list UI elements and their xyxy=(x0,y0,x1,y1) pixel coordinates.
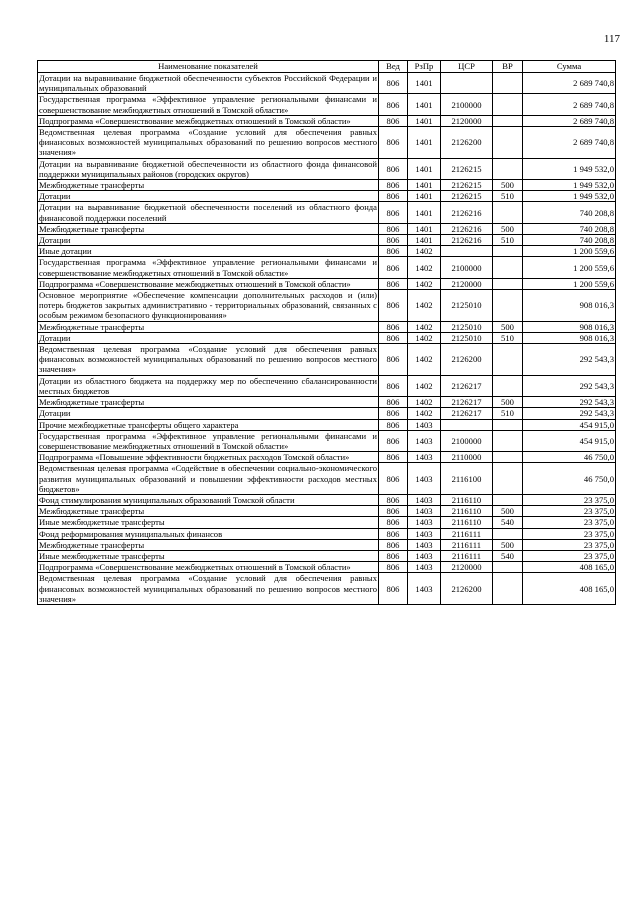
row-rzpr: 1402 xyxy=(408,278,441,289)
table-row xyxy=(38,115,616,126)
row-vr xyxy=(493,257,523,278)
row-rzpr: 1403 xyxy=(408,430,441,451)
row-csr: 2116111 xyxy=(441,528,493,539)
row-csr: 2126200 xyxy=(441,344,493,376)
row-csr xyxy=(441,73,493,94)
row-rzpr: 1403 xyxy=(408,494,441,505)
row-csr: 2120000 xyxy=(441,115,493,126)
row-name: Государственная программа «Эффективное управление региональными финансами и совершенствование межбюджетных отношений в Томской области» xyxy=(39,94,377,115)
row-csr: 2116110 xyxy=(441,517,493,528)
row-name: Дотации из областного бюджета на поддержку мер по обеспечению сбалансированности местных бюджетов xyxy=(39,375,377,396)
row-sum: 740 208,8 xyxy=(523,223,616,234)
row-csr: 2126216 xyxy=(441,223,493,234)
row-name: Дотации на выравнивание бюджетной обеспеченности субъектов Российской Федерации и муниципальных образований xyxy=(39,73,377,94)
row-name: Основное мероприятие «Обеспечение компенсации дополнительных расходов и (или) потерь бюджетов закрытых административно - территориальных образований, связанных с особым режимом безопасного функционирования» xyxy=(39,290,377,321)
row-csr: 2126217 xyxy=(441,375,493,396)
table-row xyxy=(38,375,616,396)
row-ved: 806 xyxy=(379,344,408,376)
row-sum: 1 949 532,0 xyxy=(523,191,616,202)
row-name: Дотации xyxy=(38,332,379,343)
row-vr: 500 xyxy=(493,180,523,191)
row-vr xyxy=(493,158,523,179)
row-rzpr: 1403 xyxy=(408,539,441,550)
row-ved: 806 xyxy=(379,517,408,528)
row-rzpr: 1402 xyxy=(408,408,441,419)
row-ved: 806 xyxy=(379,73,408,94)
row-sum: 292 543,3 xyxy=(523,344,616,376)
row-csr: 2100000 xyxy=(441,94,493,115)
row-name: Прочие межбюджетные трансферты общего характера xyxy=(38,419,379,430)
row-sum: 454 915,0 xyxy=(523,430,616,451)
table-row xyxy=(38,278,616,289)
table-row xyxy=(38,573,616,605)
row-name: Межбюджетные трансферты xyxy=(38,223,379,234)
row-rzpr: 1401 xyxy=(408,127,441,159)
row-csr: 2110000 xyxy=(441,452,493,463)
row-ved: 806 xyxy=(379,494,408,505)
table-row xyxy=(38,517,616,528)
row-name: Подпрограмма «Совершенствование межбюджетных отношений в Томской области» xyxy=(38,278,379,289)
row-name: Иные межбюджетные трансферты xyxy=(38,517,379,528)
row-sum: 292 543,3 xyxy=(523,397,616,408)
row-csr: 2126217 xyxy=(441,408,493,419)
row-ved: 806 xyxy=(379,278,408,289)
row-csr: 2125010 xyxy=(441,290,493,322)
row-csr: 2116110 xyxy=(441,494,493,505)
row-vr: 500 xyxy=(493,397,523,408)
row-rzpr: 1403 xyxy=(408,506,441,517)
row-rzpr: 1401 xyxy=(408,202,441,223)
row-vr: 500 xyxy=(493,506,523,517)
row-rzpr: 1402 xyxy=(408,290,441,322)
row-ved: 806 xyxy=(379,375,408,396)
table-row xyxy=(38,344,616,376)
row-csr: 2126216 xyxy=(441,235,493,246)
row-csr: 2126215 xyxy=(441,158,493,179)
row-csr: 2126217 xyxy=(441,397,493,408)
table-row xyxy=(38,158,616,179)
row-vr: 540 xyxy=(493,550,523,561)
header-csr: ЦСР xyxy=(441,61,493,73)
row-rzpr: 1402 xyxy=(408,397,441,408)
row-vr: 510 xyxy=(493,191,523,202)
table-row xyxy=(38,506,616,517)
row-name: Дотации xyxy=(38,235,379,246)
row-rzpr: 1403 xyxy=(408,573,441,605)
row-csr: 2120000 xyxy=(441,278,493,289)
row-name: Межбюджетные трансферты xyxy=(38,397,379,408)
row-name: Межбюджетные трансферты xyxy=(38,321,379,332)
row-csr: 2125010 xyxy=(441,321,493,332)
row-rzpr: 1401 xyxy=(408,235,441,246)
row-vr xyxy=(493,344,523,376)
row-vr xyxy=(493,463,523,495)
table-row xyxy=(38,321,616,332)
row-vr xyxy=(493,290,523,322)
page-number: 117 xyxy=(603,33,620,45)
row-rzpr: 1401 xyxy=(408,223,441,234)
table-row xyxy=(38,397,616,408)
row-name: Дотации на выравнивание бюджетной обеспеченности поселений из областного фонда финансовой поддержки поселений xyxy=(39,202,377,223)
row-ved: 806 xyxy=(379,419,408,430)
row-sum: 23 375,0 xyxy=(523,494,616,505)
table-row xyxy=(38,408,616,419)
row-csr: 2116100 xyxy=(441,463,493,495)
table-row xyxy=(38,494,616,505)
row-rzpr: 1403 xyxy=(408,517,441,528)
row-name: Иные межбюджетные трансферты xyxy=(38,550,379,561)
row-sum: 23 375,0 xyxy=(523,528,616,539)
row-ved: 806 xyxy=(379,257,408,278)
table-row xyxy=(38,235,616,246)
row-csr: 2125010 xyxy=(441,332,493,343)
row-rzpr: 1402 xyxy=(408,257,441,278)
row-ved: 806 xyxy=(379,463,408,495)
row-name: Иные дотации xyxy=(38,246,379,257)
row-vr xyxy=(493,94,523,115)
row-csr: 2100000 xyxy=(441,257,493,278)
row-ved: 806 xyxy=(379,430,408,451)
table-row xyxy=(38,127,616,159)
row-rzpr: 1401 xyxy=(408,191,441,202)
row-vr xyxy=(493,419,523,430)
row-sum: 2 689 740,8 xyxy=(523,127,616,159)
row-ved: 806 xyxy=(379,562,408,573)
row-rzpr: 1402 xyxy=(408,375,441,396)
row-sum: 292 543,3 xyxy=(523,375,616,396)
row-csr: 2116110 xyxy=(441,506,493,517)
row-ved: 806 xyxy=(379,506,408,517)
table-row xyxy=(38,539,616,550)
row-rzpr: 1401 xyxy=(408,180,441,191)
row-vr xyxy=(493,430,523,451)
row-ved: 806 xyxy=(379,223,408,234)
row-ved: 806 xyxy=(379,550,408,561)
row-ved: 806 xyxy=(379,115,408,126)
row-ved: 806 xyxy=(379,321,408,332)
row-name: Ведомственная целевая программа «Создание условий для обеспечения равных финансовых возможностей муниципальных образований по решению вопросов местного значения» xyxy=(39,344,377,375)
row-name: Государственная программа «Эффективное управление региональными финансами и совершенствование межбюджетных отношений в Томской области» xyxy=(39,430,377,451)
table-row xyxy=(38,419,616,430)
row-name: Ведомственная целевая программа «Создание условий для обеспечения равных финансовых возможностей муниципальных образований по решению вопросов местного значения» xyxy=(39,573,377,604)
row-name: Подпрограмма «Повышение эффективности бюджетных расходов Томской области» xyxy=(38,452,379,463)
row-csr xyxy=(441,246,493,257)
row-ved: 806 xyxy=(379,573,408,605)
row-ved: 806 xyxy=(379,158,408,179)
row-sum: 408 165,0 xyxy=(523,562,616,573)
table-row xyxy=(38,73,616,94)
row-rzpr: 1401 xyxy=(408,158,441,179)
row-rzpr: 1403 xyxy=(408,463,441,495)
header-sum: Сумма xyxy=(523,61,616,73)
row-sum: 454 915,0 xyxy=(523,419,616,430)
row-name: Фонд реформирования муниципальных финансов xyxy=(38,528,379,539)
row-sum: 46 750,0 xyxy=(523,463,616,495)
row-rzpr: 1403 xyxy=(408,419,441,430)
row-ved: 806 xyxy=(379,191,408,202)
row-sum: 23 375,0 xyxy=(523,506,616,517)
row-ved: 806 xyxy=(379,202,408,223)
row-csr: 2100000 xyxy=(441,430,493,451)
row-vr xyxy=(493,202,523,223)
row-vr xyxy=(493,375,523,396)
row-sum: 1 200 559,6 xyxy=(523,246,616,257)
row-vr: 500 xyxy=(493,321,523,332)
row-rzpr: 1402 xyxy=(408,332,441,343)
table-row xyxy=(38,430,616,451)
row-sum: 408 165,0 xyxy=(523,573,616,605)
row-vr xyxy=(493,452,523,463)
row-name: Ведомственная целевая программа «Создание условий для обеспечения равных финансовых возможностей муниципальных образований по решению вопросов местного значения» xyxy=(39,127,377,158)
row-sum: 740 208,8 xyxy=(523,235,616,246)
row-ved: 806 xyxy=(379,539,408,550)
header-rzpr: РзПр xyxy=(408,61,441,73)
row-sum: 2 689 740,8 xyxy=(523,94,616,115)
row-sum: 2 689 740,8 xyxy=(523,73,616,94)
row-sum: 2 689 740,8 xyxy=(523,115,616,126)
row-csr: 2120000 xyxy=(441,562,493,573)
header-ved: Вед xyxy=(379,61,408,73)
row-vr xyxy=(493,73,523,94)
row-name: Ведомственная целевая программа «Содействие в обеспечении социально-экономического развития муниципальных образований и повышении эффективности расходов местных бюджетов» xyxy=(39,463,377,494)
row-vr xyxy=(493,528,523,539)
row-sum: 292 543,3 xyxy=(523,408,616,419)
row-vr xyxy=(493,127,523,159)
row-name: Дотации на выравнивание бюджетной обеспеченности из областного фонда финансовой поддержки муниципальных районов (городских округов) xyxy=(39,158,377,179)
table-row xyxy=(38,202,616,223)
table-row xyxy=(38,223,616,234)
row-ved: 806 xyxy=(379,528,408,539)
table-header-row xyxy=(38,61,616,73)
row-vr xyxy=(493,562,523,573)
row-vr: 500 xyxy=(493,539,523,550)
row-vr: 510 xyxy=(493,408,523,419)
row-sum: 908 016,3 xyxy=(523,290,616,322)
row-csr: 2126216 xyxy=(441,202,493,223)
row-ved: 806 xyxy=(379,180,408,191)
row-vr xyxy=(493,115,523,126)
row-name: Подпрограмма «Совершенствование межбюджетных отношений в Томской области» xyxy=(38,562,379,573)
row-csr: 2116111 xyxy=(441,550,493,561)
table-row xyxy=(38,452,616,463)
row-name: Дотации xyxy=(38,191,379,202)
table-row xyxy=(38,191,616,202)
row-vr xyxy=(493,246,523,257)
row-rzpr: 1402 xyxy=(408,321,441,332)
row-ved: 806 xyxy=(379,397,408,408)
row-vr: 500 xyxy=(493,223,523,234)
row-sum: 740 208,8 xyxy=(523,202,616,223)
table-row xyxy=(38,94,616,115)
row-name: Фонд стимулирования муниципальных образований Томской области xyxy=(38,494,379,505)
row-name: Подпрограмма «Совершенствование межбюджетных отношений в Томской области» xyxy=(38,115,379,126)
header-vr: ВР xyxy=(493,61,523,73)
row-sum: 23 375,0 xyxy=(523,517,616,528)
row-ved: 806 xyxy=(379,408,408,419)
row-ved: 806 xyxy=(379,332,408,343)
row-sum: 1 949 532,0 xyxy=(523,180,616,191)
table-row xyxy=(38,528,616,539)
row-rzpr: 1401 xyxy=(408,73,441,94)
row-csr: 2126200 xyxy=(441,127,493,159)
row-ved: 806 xyxy=(379,235,408,246)
table-row xyxy=(38,562,616,573)
row-rzpr: 1403 xyxy=(408,562,441,573)
row-sum: 908 016,3 xyxy=(523,321,616,332)
row-csr: 2126200 xyxy=(441,573,493,605)
row-rzpr: 1401 xyxy=(408,115,441,126)
budget-table xyxy=(37,60,616,605)
row-rzpr: 1402 xyxy=(408,344,441,376)
row-sum: 1 200 559,6 xyxy=(523,257,616,278)
table-row xyxy=(38,246,616,257)
row-vr: 540 xyxy=(493,517,523,528)
table-row xyxy=(38,332,616,343)
row-sum: 1 200 559,6 xyxy=(523,278,616,289)
row-ved: 806 xyxy=(379,127,408,159)
row-ved: 806 xyxy=(379,246,408,257)
table-row xyxy=(38,290,616,322)
row-sum: 23 375,0 xyxy=(523,550,616,561)
row-ved: 806 xyxy=(379,94,408,115)
row-rzpr: 1401 xyxy=(408,94,441,115)
row-csr: 2126215 xyxy=(441,191,493,202)
row-rzpr: 1402 xyxy=(408,246,441,257)
row-name: Межбюджетные трансферты xyxy=(38,180,379,191)
row-rzpr: 1403 xyxy=(408,528,441,539)
row-vr: 510 xyxy=(493,235,523,246)
row-ved: 806 xyxy=(379,452,408,463)
header-name: Наименование показателей xyxy=(38,61,379,73)
row-csr: 2126215 xyxy=(441,180,493,191)
table-body xyxy=(38,73,616,605)
row-csr: 2116111 xyxy=(441,539,493,550)
row-name: Межбюджетные трансферты xyxy=(38,539,379,550)
row-name: Государственная программа «Эффективное управление региональными финансами и совершенствование межбюджетных отношений в Томской области» xyxy=(39,257,377,278)
row-sum: 23 375,0 xyxy=(523,539,616,550)
row-vr xyxy=(493,494,523,505)
row-vr xyxy=(493,573,523,605)
row-vr xyxy=(493,278,523,289)
row-name: Межбюджетные трансферты xyxy=(38,506,379,517)
table-row xyxy=(38,550,616,561)
row-sum: 46 750,0 xyxy=(523,452,616,463)
row-ved: 806 xyxy=(379,290,408,322)
table-row xyxy=(38,180,616,191)
row-sum: 908 016,3 xyxy=(523,332,616,343)
row-vr: 510 xyxy=(493,332,523,343)
row-rzpr: 1403 xyxy=(408,550,441,561)
table-row xyxy=(38,463,616,495)
row-csr xyxy=(441,419,493,430)
table-row xyxy=(38,257,616,278)
row-name: Дотации xyxy=(38,408,379,419)
row-sum: 1 949 532,0 xyxy=(523,158,616,179)
row-rzpr: 1403 xyxy=(408,452,441,463)
